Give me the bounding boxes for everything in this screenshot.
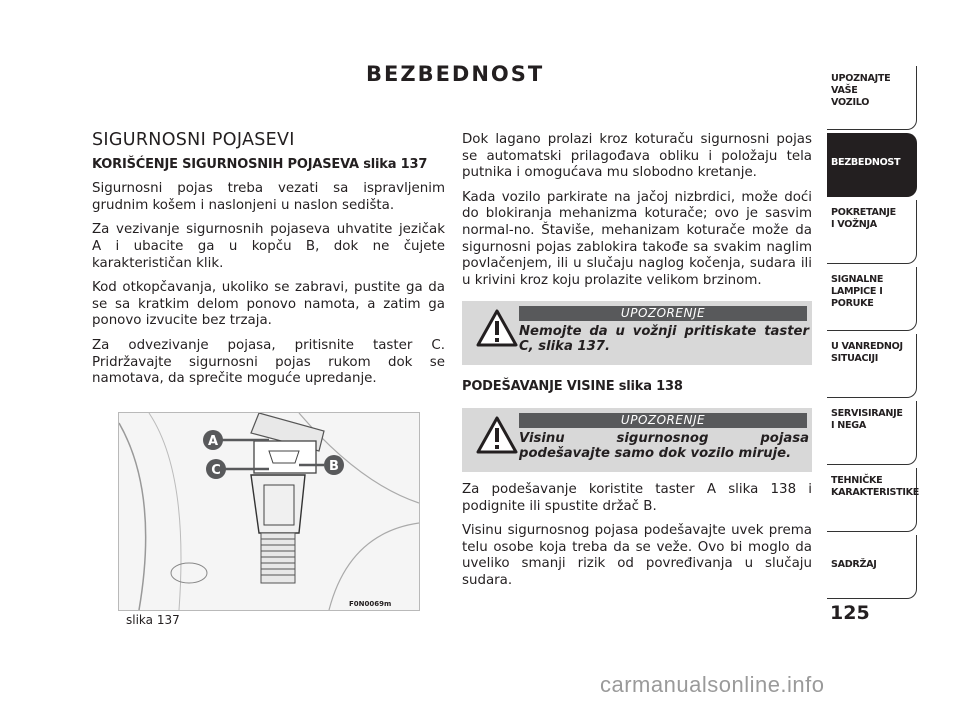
paragraph: Kada vozilo parkirate na jačoj nizbrdici, može doći do blokiranja mehanizma koturače; ovo je sasvim normal-no. Štaviše, mehanizam koturače može da sigurnosni pojas zablokira takođe sa svakim naglim povlačenjem, ili u slučaju naglog kočenja, sudara ili u krivini kroz koju prolazite velikom brzinom. xyxy=(462,189,812,288)
sidebar-tab-servisiranje[interactable] xyxy=(827,401,917,465)
tab-line: I VOŽNJA xyxy=(831,219,877,230)
paragraph: Za odvezivanje pojasa, pritisnite taster C. Pridržavajte sigurnosni pojas rukom dok se namotava, da sprečite moguće upredanje. xyxy=(92,337,445,387)
paragraph: Visinu sigurnosnog pojasa podešavajte uvek prema telu osobe koja treba da se veže. Ovo bi moglo da uveliko smanji rizik od povređivanja u slučaju sudara. xyxy=(462,523,812,588)
page-number: 125 xyxy=(830,602,870,624)
tab-line: SIGNALNE xyxy=(831,274,884,285)
figure-seatbelt-buckle xyxy=(118,412,420,611)
warning-triangle-icon xyxy=(476,309,518,347)
tab-line: VOZILO xyxy=(831,97,870,108)
tab-line: POKRETANJE xyxy=(831,207,896,218)
tab-line: I NEGA xyxy=(831,420,866,431)
right-column xyxy=(462,132,812,598)
paragraph: Za vezivanje sigurnosnih pojaseva uhvatite jezičak A i ubacite ga u kopču B, dok ne čujete karakterističan klik. xyxy=(92,222,445,271)
paragraph: Dok lagano prolazi kroz koturaču sigurnosni pojas se automatski prilagođava obliku i položaju tela putnika i omogućava mu slobodno kretanje. xyxy=(462,132,812,181)
tab-line: SERVISIRANJE xyxy=(831,408,903,419)
tab-line: KARAKTERISTIKE xyxy=(831,487,919,498)
tab-line: UPOZNAJTE xyxy=(831,73,891,84)
figure-caption: slika 137 xyxy=(126,613,180,627)
tab-line: LAMPICE I PORUKE xyxy=(831,286,883,309)
tab-line: BEZBEDNOST xyxy=(831,157,901,168)
subsection-title-height: PODEŠAVANJE VISINE slika 138 xyxy=(462,379,683,395)
sidebar-tab-signalne[interactable] xyxy=(827,267,917,331)
seatbelt-illustration xyxy=(119,413,419,610)
paragraph: Sigurnosni pojas treba vezati sa ispravljenim grudnim košem i naslonjeni u naslon sedišta. xyxy=(92,181,445,213)
tab-line: SADRŽAJ xyxy=(831,559,877,570)
watermark: carmanualsonline.info xyxy=(600,672,825,697)
left-column xyxy=(92,132,445,396)
warning-box xyxy=(462,408,812,472)
warning-box xyxy=(462,301,812,365)
sidebar-tab-pokretanje[interactable] xyxy=(827,200,917,264)
label-c: C xyxy=(211,463,221,478)
warning-heading: UPOZORENJE xyxy=(519,413,807,428)
warning-heading: UPOZORENJE xyxy=(519,306,807,321)
sidebar-tab-bezbednost[interactable] xyxy=(827,133,917,197)
paragraph: Za podešavanje koristite taster A slika 138 i podignite ili spustite držač B. xyxy=(462,481,812,514)
subsection-title-usage: KORIŠĆENJE SIGURNOSNIH POJASEVA slika 137 xyxy=(92,156,428,172)
tab-line: U VANREDNOJ xyxy=(831,341,903,352)
warning-triangle-icon xyxy=(476,416,518,454)
label-b: B xyxy=(329,459,339,474)
warning-text: Visinu sigurnosnog pojasa podešavajte samo dok vozilo miruje. xyxy=(519,430,809,461)
figure-code: F0N0069m xyxy=(349,600,392,608)
label-a: A xyxy=(207,434,219,449)
page-title: BEZBEDNOST xyxy=(366,62,545,86)
tab-line: SITUACIJI xyxy=(831,353,878,364)
sidebar-tab-tehnicke[interactable] xyxy=(827,468,917,532)
sidebar-tab-upoznajte[interactable] xyxy=(827,66,917,130)
tab-line: VAŠE xyxy=(831,85,858,96)
warning-text: Nemojte da u vožnji pritiskate taster C, slika 137. xyxy=(519,324,809,355)
section-title: SIGURNOSNI POJASEVI xyxy=(92,130,295,150)
sidebar-tab-sadrzaj[interactable] xyxy=(827,535,917,599)
chapter-sidebar xyxy=(827,66,917,601)
paragraph: Kod otkopčavanja, ukoliko se zabravi, pustite ga da se sa kratkim delom ponovo namota, a zatim ga ponovo izvucite bez trzaja. xyxy=(92,280,445,329)
tab-line: TEHNIČKE xyxy=(831,475,883,486)
sidebar-tab-vanrednoj[interactable] xyxy=(827,334,917,398)
